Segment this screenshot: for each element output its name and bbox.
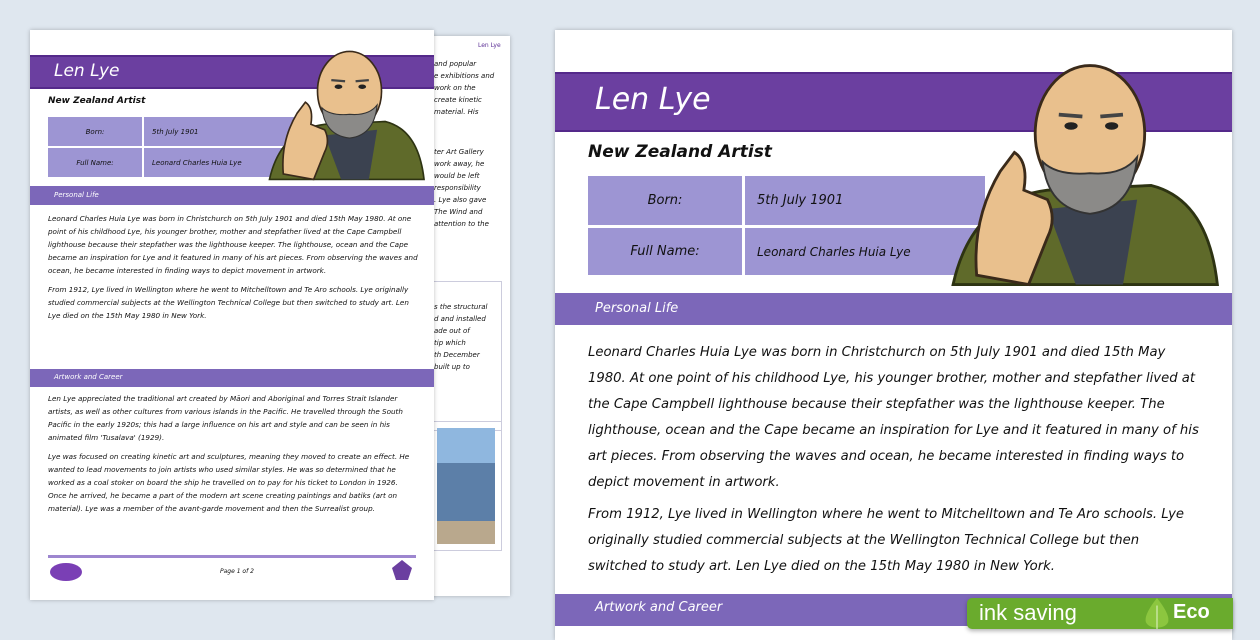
sculpture-photo: [437, 428, 495, 544]
eco-label: Eco: [1173, 601, 1210, 623]
section-heading: Personal Life: [54, 191, 99, 199]
leaf-drop-icon: [1145, 598, 1169, 629]
twinkl-logo: [50, 563, 82, 581]
ink-saving-label: ink saving: [979, 600, 1077, 625]
section-personal-life: [30, 186, 434, 205]
full-name-value: Leonard Charles Huia Lye: [144, 148, 294, 177]
page-title: Len Lye: [595, 82, 711, 117]
born-label: Born:: [588, 176, 742, 225]
len-lye-portrait: [933, 58, 1228, 294]
full-name-label: Full Name:: [48, 148, 142, 177]
len-lye-portrait: [258, 47, 430, 185]
full-name-value: Leonard Charles Huia Lye: [745, 228, 985, 275]
section-heading: Artwork and Career: [595, 600, 723, 615]
personal-life-text: [48, 212, 418, 328]
section-heading: Personal Life: [595, 301, 679, 316]
ink-saving-eco-badge: [967, 598, 1233, 629]
paragraph: Lye was focused on creating kinetic art and sculptures, meaning they moved to create an effect. He wanted to lead movements to join artists who used similar styles. He was so determined that he worked as a coal stoker on board the ship he travelled on to pay for his ticket to London in 1926. Once he arrived, he became a part of the modern art scene creating paintings and batiks (art on material). Lye was a member of the avant-garde movement and then the Surrealist group.: [48, 452, 410, 513]
page-number: Page 1 of 2: [220, 568, 254, 575]
back-page-photo-frame: [430, 421, 502, 551]
preview-page-large: [555, 30, 1232, 640]
personal-life-text: [588, 340, 1200, 586]
section-personal-life: [555, 293, 1232, 325]
paragraph: Leonard Charles Huia Lye was born in Christchurch on 5th July 1901 and died 15th May 1980. At one point of his childhood Lye, his younger brother, mother and stepfather lived at the Cape Campbell lighthouse because their stepfather was the lighthouse keeper. The lighthouse, ocean and the Cape became an inspiration for Lye and it featured in many of his art pieces. From observing the waves and ocean, he became interested in finding ways to depict movement in artwork.: [48, 214, 418, 275]
section-artwork-career: [30, 369, 434, 387]
full-name-label: Full Name:: [588, 228, 742, 275]
paragraph: Leonard Charles Huia Lye was born in Christchurch on 5th July 1901 and died 15th May 1980. At one point of his childhood Lye, his younger brother, mother and stepfather lived at the Cape Campbell lighthouse because their stepfather was the lighthouse keeper. The lighthouse, ocean and the Cape became an inspiration for Lye and it featured in many of his art pieces. From observing the waves and ocean, he became interested in finding ways to depict movement in artwork.: [588, 345, 1199, 490]
footer-divider: [48, 555, 416, 558]
preview-page-small: [30, 30, 434, 600]
publisher-icon: [392, 560, 412, 580]
page-title: Len Lye: [54, 61, 120, 81]
back-page-fragment: ter Art Gallery work away, he would be left responsibility . Lye also gave The Wind and attention to the: [434, 148, 489, 228]
paragraph: From 1912, Lye lived in Wellington where he went to Mitchelltown and Te Aro schools. Lye originally studied commercial subjects at the Wellington Technical College but then switched to study art. Len Lye died on the 15th May 1980 in New York.: [588, 507, 1185, 574]
artwork-career-text: [48, 392, 418, 521]
paragraph: Len Lye appreciated the traditional art created by Māori and Aboriginal and Torres Strait Islander artists, as well as other cultures from various islands in the Pacific. He travelled through the South Pacific in the early 1920s; this had a large influence on his art and style and can be seen in his animated film 'Tusalava' (1929).: [48, 394, 403, 442]
paragraph: From 1912, Lye lived in Wellington where he went to Mitchelltown and Te Aro schools. Lye originally studied commercial subjects at the Wellington Technical College but then switched to study art. Len Lye died on the 15th May 1980 in New York.: [48, 285, 409, 320]
back-page-header: Len Lye: [478, 42, 501, 49]
back-page-fragment: s the structural d and installed ade out of tip which th December built up to: [434, 303, 488, 371]
subtitle: New Zealand Artist: [588, 142, 772, 162]
born-value: 5th July 1901: [745, 176, 985, 225]
back-page-fragment: and popular e exhibitions and work on the create kinetic material. His: [434, 60, 495, 116]
subtitle: New Zealand Artist: [48, 96, 146, 106]
born-value: 5th July 1901: [144, 117, 294, 146]
section-heading: Artwork and Career: [54, 373, 123, 381]
born-label: Born:: [48, 117, 142, 146]
